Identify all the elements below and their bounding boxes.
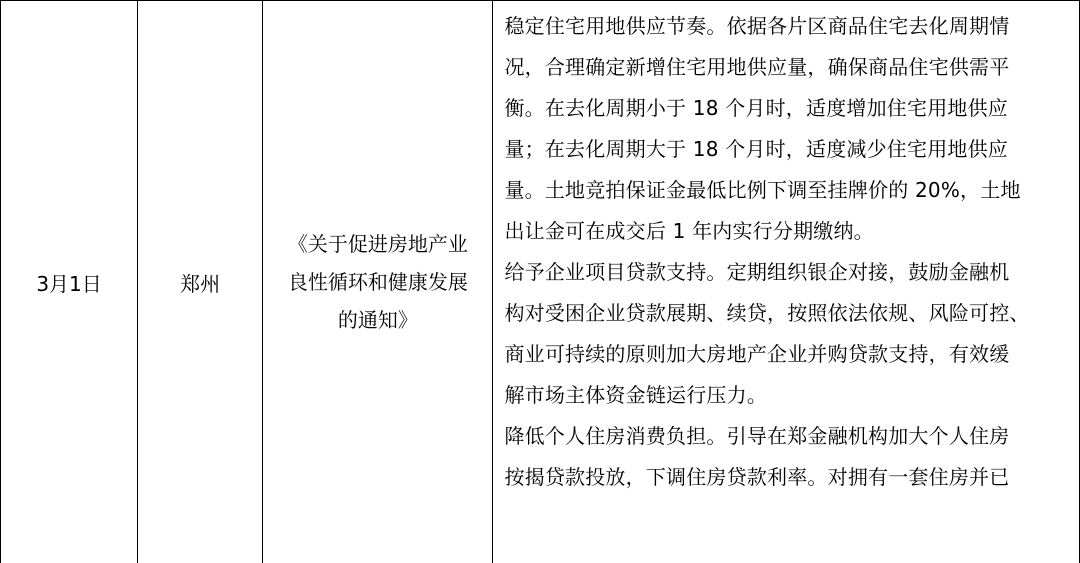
- content-line: 降低个人住房消费负担。引导在郑金融机构加大个人住房: [504, 424, 1010, 448]
- content-line: 按揭贷款投放，下调住房贷款利率。对拥有一套住房并已: [504, 465, 1010, 489]
- content-line: 构对受困企业贷款展期、续贷，按照依法依规、风险可控、: [504, 301, 1030, 325]
- content-line: 商业可持续的原则加大房地产企业并购贷款支持，有效缓: [504, 342, 1010, 366]
- content-line: 衡。在去化周期小于 18 个月时，适度增加住宅用地供应: [504, 96, 1009, 120]
- city-cell: [138, 1, 263, 563]
- date-cell: [1, 1, 138, 563]
- document-title-cell: [263, 1, 493, 563]
- content-line: 解市场主体资金链运行压力。: [504, 383, 768, 407]
- city-text: 郑州: [180, 271, 221, 296]
- content-line: 给予企业项目贷款支持。定期组织银企对接，鼓励金融机: [504, 260, 1010, 284]
- content-line: 量。土地竞拍保证金最低比例下调至挂牌价的 20%，土地: [504, 178, 1021, 202]
- document-title-line: 《关于促进房地产业: [287, 232, 468, 256]
- policy-content-cell: [493, 1, 1080, 563]
- date-text: 3月1日: [36, 271, 102, 296]
- document-title-line: 的通知》: [337, 308, 418, 332]
- content-line: 稳定住宅用地供应节奏。依据各片区商品住宅去化周期情: [504, 14, 1010, 38]
- document-title-line: 良性循环和健康发展: [287, 270, 468, 294]
- table-row: [1, 1, 1080, 563]
- content-line: 况，合理确定新增住宅用地供应量，确保商品住宅供需平: [504, 55, 1010, 79]
- document-title: [263, 225, 492, 339]
- content-line: 量；在去化周期大于 18 个月时，适度减少住宅用地供应: [504, 137, 1009, 161]
- content-line: 出让金可在成交后 1 年内实行分期缴纳。: [504, 219, 874, 243]
